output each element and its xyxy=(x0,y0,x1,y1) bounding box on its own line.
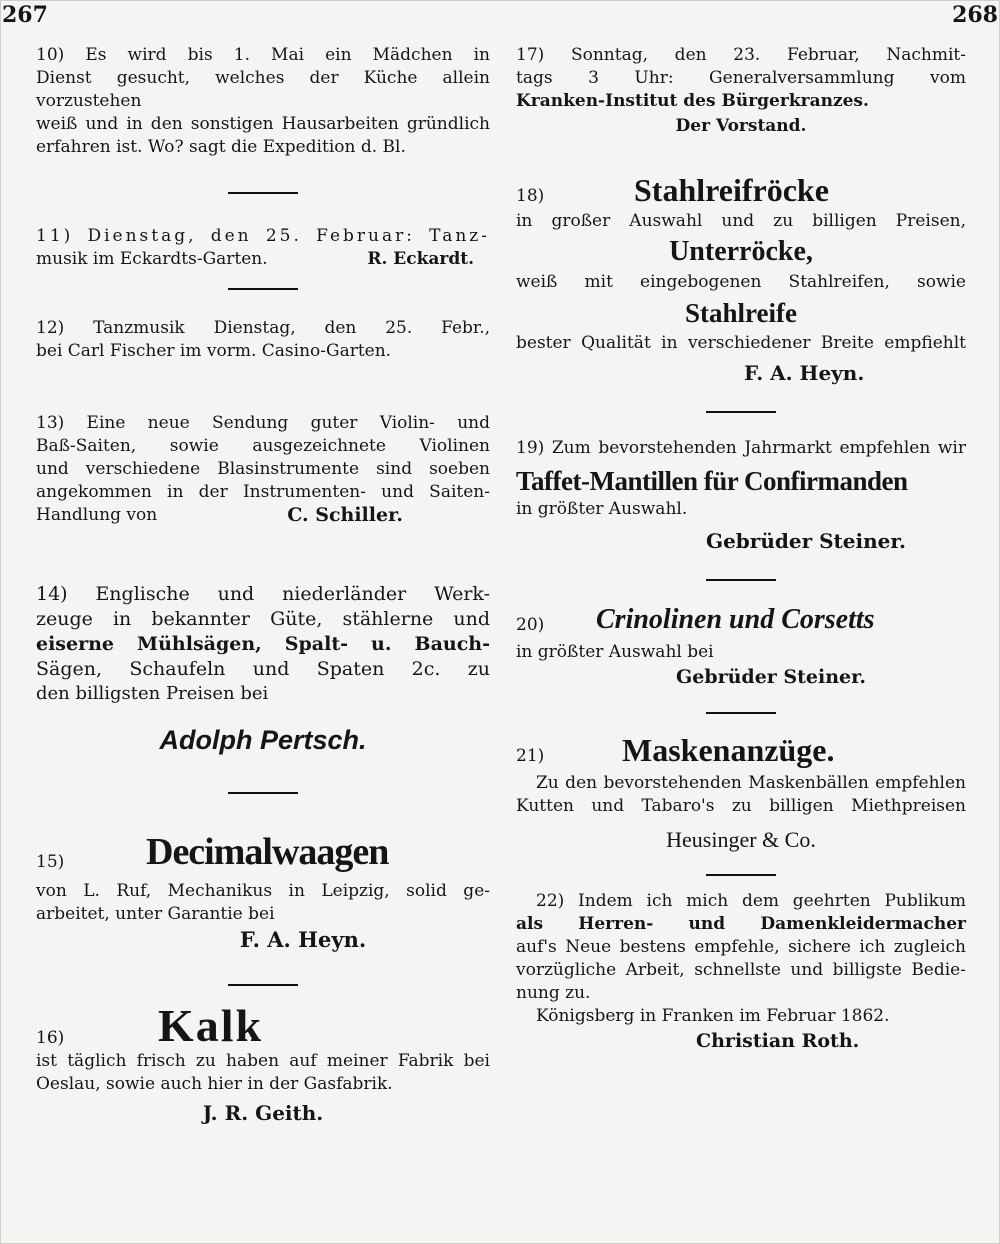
notice-17-line-2: tags 3 Uhr: Generalversammlung vom xyxy=(516,68,966,88)
notice-14-line-2: zeuge in bekannter Güte, stählerne und xyxy=(36,608,490,630)
notice-18 xyxy=(516,172,966,387)
notice-16 xyxy=(36,1002,490,1126)
notice-21-line-1: Zu den bevorstehenden Maskenbällen empfehlen xyxy=(536,773,966,793)
notice-18-line-1: in großer Auswahl und zu billigen Preisen, xyxy=(516,211,966,231)
notice-11-signature: R. Eckardt. xyxy=(367,249,474,269)
notice-18-headline-3: Stahlreife xyxy=(685,298,797,328)
separator-rule xyxy=(228,984,298,986)
notice-16-line-1: ist täglich frisch zu haben auf meiner Fabrik bei xyxy=(36,1051,490,1071)
notice-14-line-3: eiserne Mühlsägen, Spalt- u. Bauch- xyxy=(36,633,490,655)
notice-17-signature: Der Vorstand. xyxy=(675,116,807,136)
notice-10-line-1: 10) Es wird bis 1. Mai ein Mädchen in xyxy=(36,45,490,65)
right-page-number: 268 xyxy=(952,2,998,28)
notice-16-heading-row xyxy=(36,1002,490,1050)
left-column xyxy=(36,44,490,1126)
notice-12-line-1: 12) Tanzmusik Dienstag, den 25. Febr., xyxy=(36,318,490,338)
notice-21 xyxy=(516,732,966,858)
separator-rule xyxy=(706,874,776,876)
notice-20-line-1: in größter Auswahl bei xyxy=(516,642,714,662)
notice-12 xyxy=(36,317,490,363)
notice-19 xyxy=(516,437,966,555)
notice-15-heading-row xyxy=(36,830,490,874)
left-page-number: 267 xyxy=(2,2,48,28)
notice-18-line-2: weiß mit eingebogenen Stahlreifen, sowie xyxy=(516,272,966,292)
notice-15-number: 15) xyxy=(36,852,65,872)
separator-rule xyxy=(228,792,298,794)
notice-10 xyxy=(36,44,490,159)
notice-17-line-1: 17) Sonntag, den 23. Februar, Nachmit- xyxy=(516,45,966,65)
notice-21-headline: Maskenanzüge. xyxy=(622,732,835,768)
notice-11-line-2: musik im Eckardts-Garten. xyxy=(36,249,268,269)
notice-22-line-4: vorzügliche Arbeit, schnellste und billigste Bedie- xyxy=(516,960,966,980)
notice-14-line-5: den billigsten Preisen bei xyxy=(36,683,269,704)
notice-12-line-2: bei Carl Fischer im vorm. Casino-Garten. xyxy=(36,341,392,361)
notice-19-line-2: in größter Auswahl. xyxy=(516,499,688,519)
notice-19-headline: Taffet-Mantillen für Confirmanden xyxy=(516,466,908,496)
notice-13 xyxy=(36,412,490,527)
separator-rule xyxy=(706,712,776,714)
notice-10-line-2: Dienst gesucht, welches der Küche allein vorzustehen xyxy=(36,68,490,111)
notice-22 xyxy=(516,890,966,1054)
notice-14-line-4: Sägen, Schaufeln und Spaten 2c. zu xyxy=(36,658,490,680)
notice-14-line-1: 14) Englische und niederländer Werk- xyxy=(36,583,490,605)
notice-15-line-2: arbeitet, unter Garantie bei xyxy=(36,904,275,924)
notice-19-signature: Gebrüder Steiner. xyxy=(706,529,907,553)
notice-20-headline: Crinolinen und Corsetts xyxy=(596,604,875,635)
notice-15-signature: F. A. Heyn. xyxy=(239,927,367,952)
notice-13-line-1: 13) Eine neue Sendung guter Violin- und xyxy=(36,413,490,433)
notice-22-line-1: 22) Indem ich mich dem geehrten Publikum xyxy=(536,891,966,911)
notice-18-line-3: bester Qualität in verschiedener Breite empfiehlt xyxy=(516,333,966,353)
notice-13-line-3: und verschiedene Blasinstrumente sind soeben xyxy=(36,459,490,479)
notice-18-signature: F. A. Heyn. xyxy=(744,361,865,385)
separator-rule xyxy=(706,411,776,413)
notice-20 xyxy=(516,603,966,690)
separator-rule xyxy=(228,288,298,290)
right-column xyxy=(516,44,966,1054)
notice-18-heading-row xyxy=(516,172,966,208)
notice-17 xyxy=(516,44,966,138)
notice-15 xyxy=(36,830,490,954)
notice-13-line-4: angekommen in der Instrumenten- und Saiten- xyxy=(36,482,490,502)
notice-22-line-5: nung zu. xyxy=(516,983,591,1003)
notice-18-number: 18) xyxy=(516,186,545,206)
notice-20-number: 20) xyxy=(516,615,545,635)
notice-20-signature: Gebrüder Steiner. xyxy=(676,666,867,688)
notice-10-line-3: weiß und in den sonstigen Hausarbeiten gründlich xyxy=(36,114,490,134)
notice-18-headline-1: Stahlreifröcke xyxy=(634,172,829,208)
notice-16-signature: J. R. Geith. xyxy=(202,1101,324,1125)
notice-21-signature: Heusinger & Co. xyxy=(666,827,816,852)
notice-11-line-1: 11) Dienstag, den 25. Februar: Tanz- xyxy=(36,226,490,246)
notice-15-headline: Decimalwaagen xyxy=(146,831,389,873)
notice-10-line-4: erfahren ist. Wo? sagt die Expedition d. Bl. xyxy=(36,137,406,157)
notice-18-headline-2: Unterröcke, xyxy=(669,236,813,267)
notice-11-line-2-row xyxy=(36,248,490,271)
notice-21-heading-row xyxy=(516,732,966,768)
notice-17-line-3: Kranken-Institut des Bürgerkranzes. xyxy=(516,91,869,111)
notice-22-line-2: als Herren- und Damenkleidermacher xyxy=(516,914,966,934)
notice-22-signature: Christian Roth. xyxy=(696,1030,860,1052)
notice-16-number: 16) xyxy=(36,1028,65,1048)
notice-13-line-5: Handlung von xyxy=(36,505,158,525)
notice-11 xyxy=(36,225,490,271)
notice-16-headline: Kalk xyxy=(158,1000,264,1051)
notice-13-line-5-row xyxy=(36,504,490,527)
notice-21-number: 21) xyxy=(516,746,545,766)
separator-rule xyxy=(706,579,776,581)
notice-20-heading-row xyxy=(516,603,966,637)
notice-13-line-2: Baß-Saiten, sowie ausgezeichnete Violinen xyxy=(36,436,490,456)
separator-rule xyxy=(228,192,298,194)
notice-22-line-3: auf's Neue bestens empfehle, sichere ich zugleich xyxy=(516,937,966,957)
notice-22-place-date: Königsberg in Franken im Februar 1862. xyxy=(536,1006,890,1026)
notice-14 xyxy=(36,582,490,756)
notice-14-signature: Adolph Pertsch. xyxy=(159,725,367,755)
notice-21-line-2: Kutten und Tabaro's zu billigen Miethpreisen xyxy=(516,796,966,816)
notice-15-line-1: von L. Ruf, Mechanikus in Leipzig, solid ge- xyxy=(36,881,490,901)
notice-13-signature: C. Schiller. xyxy=(287,504,403,526)
notice-19-line-1: 19) Zum bevorstehenden Jahrmarkt empfehlen wir xyxy=(516,438,966,458)
notice-16-line-2: Oeslau, sowie auch hier in der Gasfabrik. xyxy=(36,1074,393,1094)
